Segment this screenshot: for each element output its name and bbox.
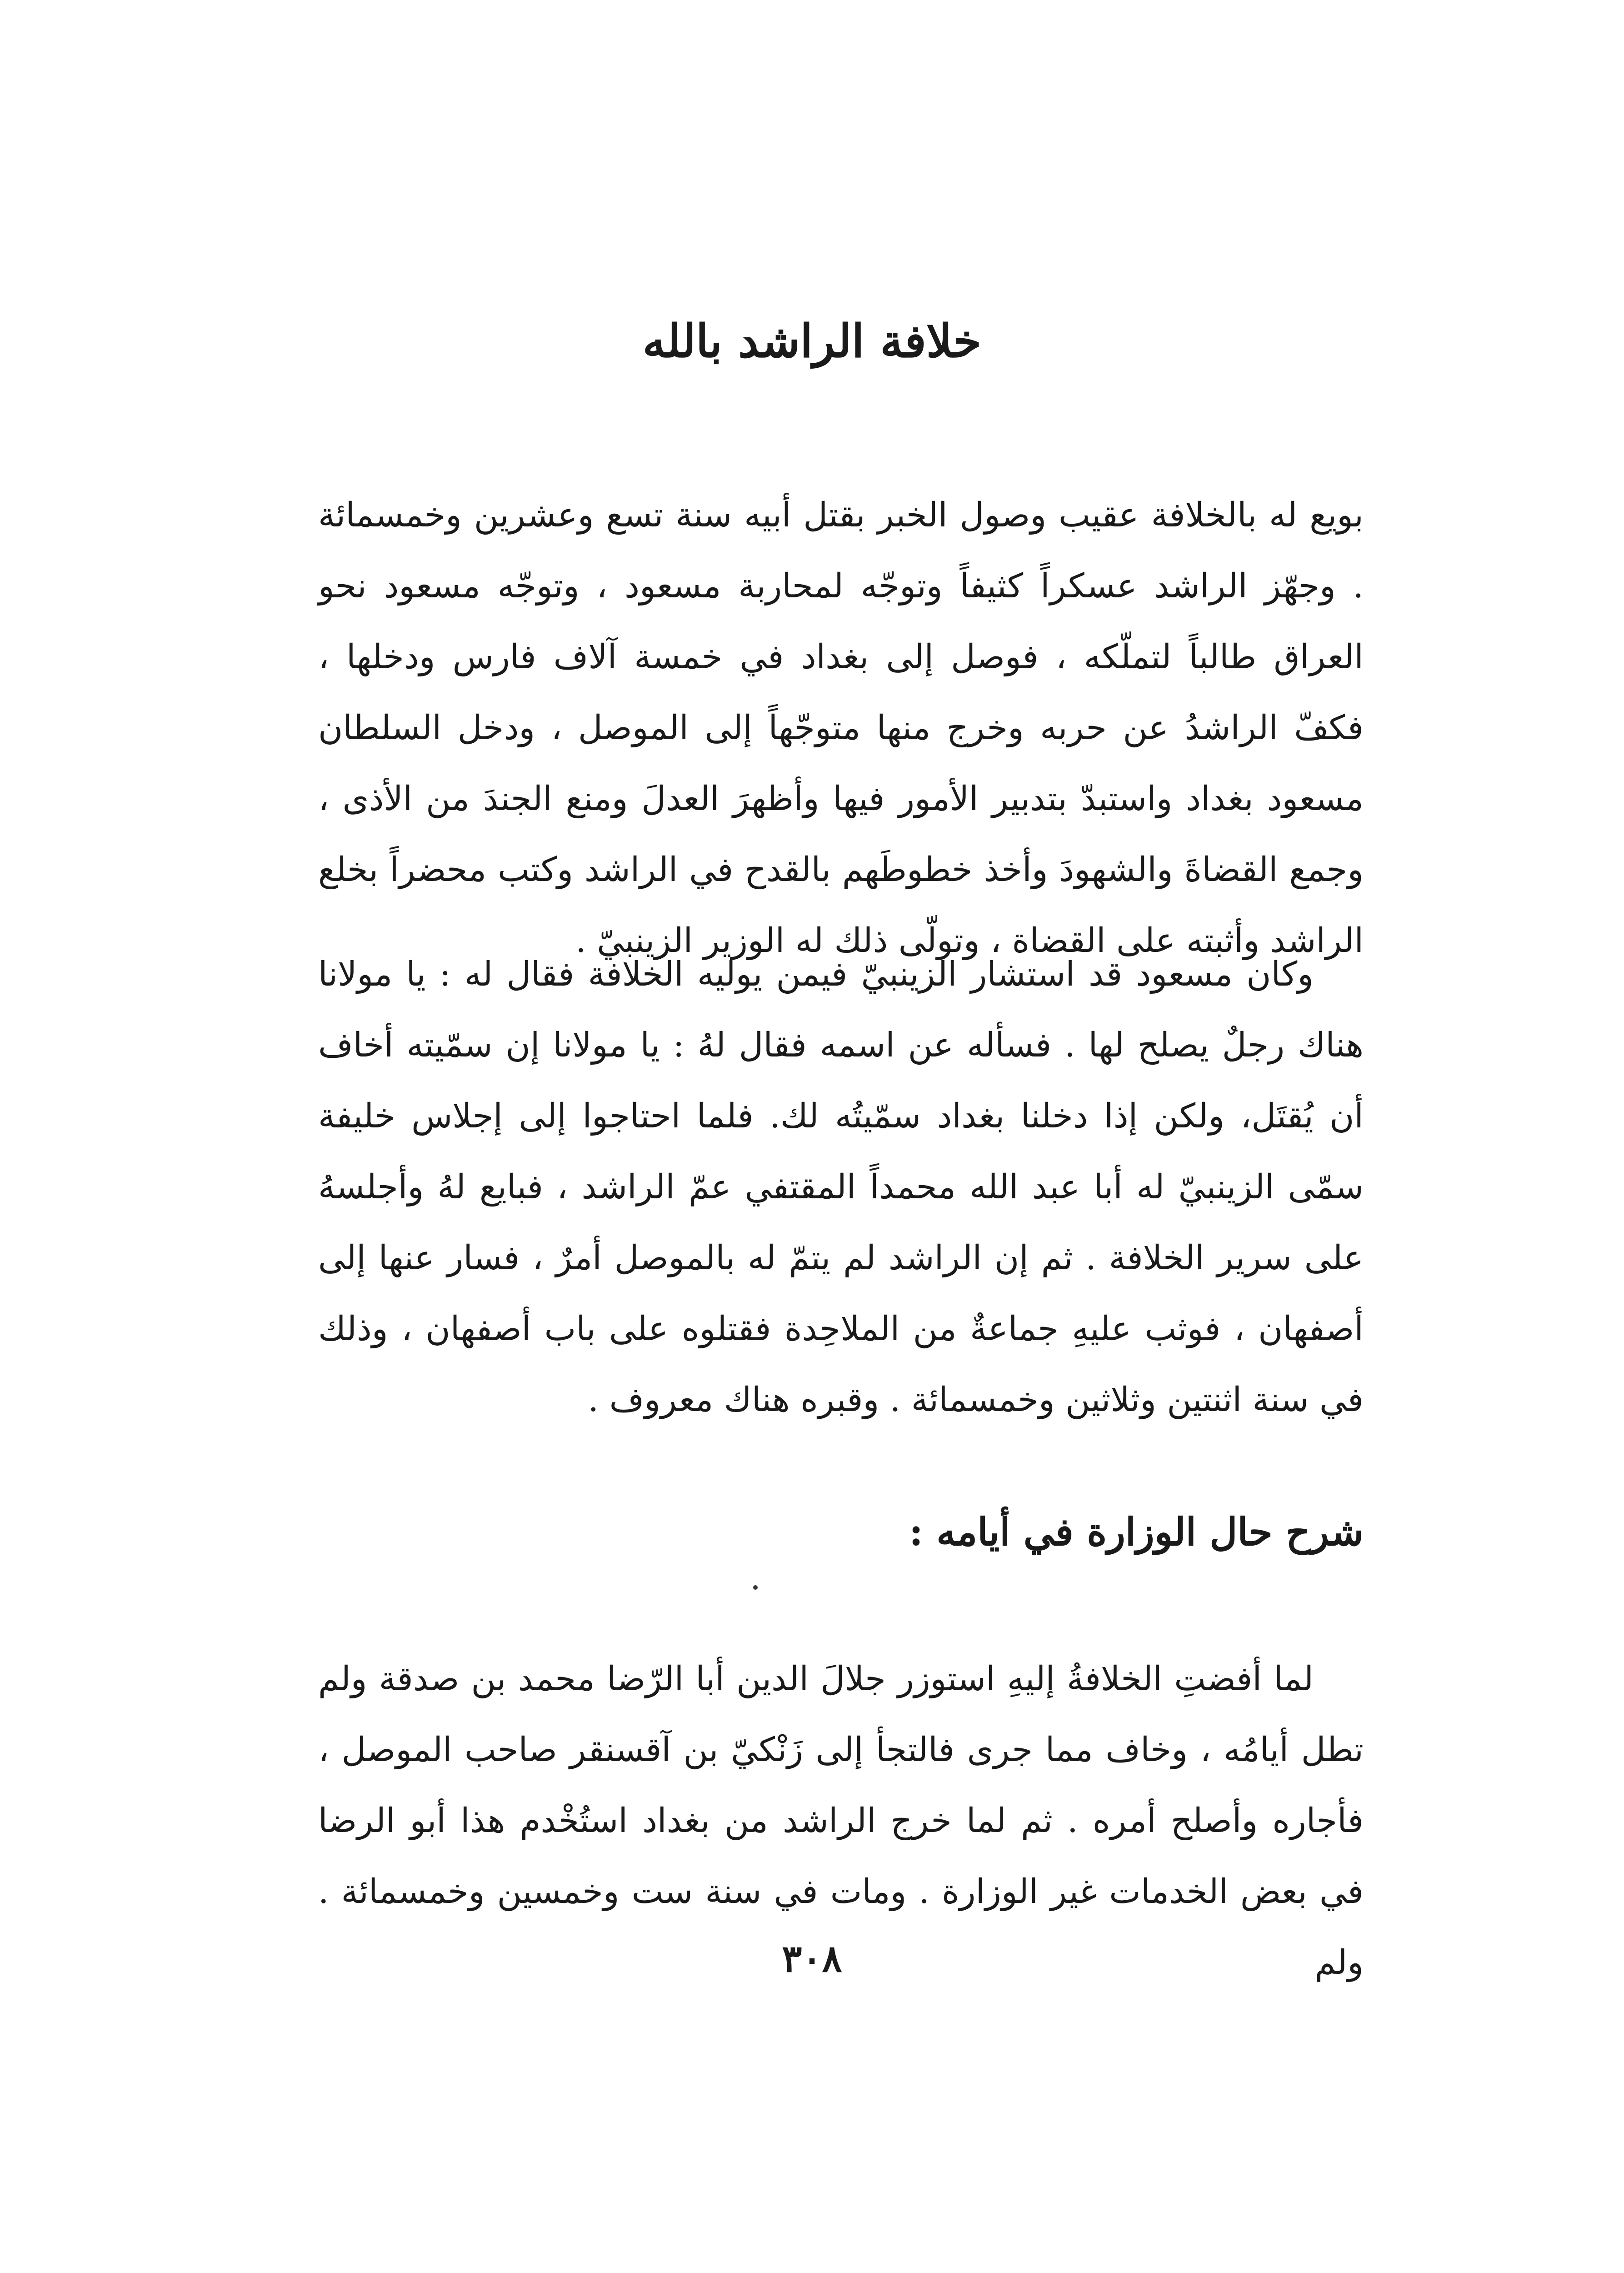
- chapter-title: خلافة الراشد بالله: [642, 314, 982, 368]
- paragraph-1-text: بويع له بالخلافة عقيب وصول الخبر بقتل أبيه سنة تسع وعشرين وخمسمائة . وجهّز الراشد عسكراً كثيفاً وتوجّه لمحاربة مسعود ، وتوجّه مسعود نحو العراق طالباً لتملّكه ، فوصل إلى بغداد في خمسة آلاف فارس ودخلها ، فكفّ الراشدُ عن حربه وخرج منها متوجّهاً إلى الموصل ، ودخل السلطان مسعود بغداد واستبدّ بتدبير الأمور فيها وأظهرَ العدلَ ومنع الجندَ من الأذى ، وجمع القضاةَ والشهودَ وأخذ خطوطَهم بالقدح في الراشد وكتب محضراً بخلع الراشد وأثبته على القضاة ، وتولّى ذلك له الوزير الزينبيّ .: [318, 496, 1364, 960]
- paragraph-1: [318, 480, 1364, 976]
- paragraph-2-text: وكان مسعود قد استشار الزينبيّ فيمن يوليه الخلافة فقال له : يا مولانا هناك رجلٌ يصلح لها . فسأله عن اسمه فقال لهُ : يا مولانا إن سمّيته أخاف أن يُقتَل، ولكن إذا دخلنا بغداد سمّيتُه لك. فلما احتاجوا إلى إجلاس خليفة سمّى الزينبيّ له أبا عبد الله محمداً المقتفي عمّ الراشد ، فبايع لهُ وأجلسهُ على سرير الخلافة . ثم إن الراشد لم يتمّ له بالموصل أمرٌ ، فسار عنها إلى أصفهان ، فوثب عليهِ جماعةٌ من الملاحِدة فقتلوه على باب أصفهان ، وذلك في سنة اثنتين وثلاثين وخمسمائة . وقبره هناك معروف .: [318, 955, 1364, 1419]
- section-subheading: شرح حال الوزارة في أيامه :: [909, 1509, 1364, 1554]
- paragraph-3-text: لما أفضتِ الخلافةُ إليهِ استوزر جلالَ الدين أبا الرّضا محمد بن صدقة ولم تطل أيامُه ، وخاف مما جرى فالتجأ إلى زَنْكيّ بن آقسنقر صاحب الموصل ، فأجاره وأصلح أمره . ثم لما خرج الراشد من بغداد استُخْدم هذا أبو الرضا في بعض الخدمات غير الوزارة . ومات في سنة ست وخمسين وخمسمائة . ولم: [318, 1659, 1364, 1982]
- stray-dot-mark: [753, 1585, 758, 1590]
- paragraph-2: [318, 939, 1364, 1435]
- page-number: ٣٠٨: [782, 1937, 842, 1981]
